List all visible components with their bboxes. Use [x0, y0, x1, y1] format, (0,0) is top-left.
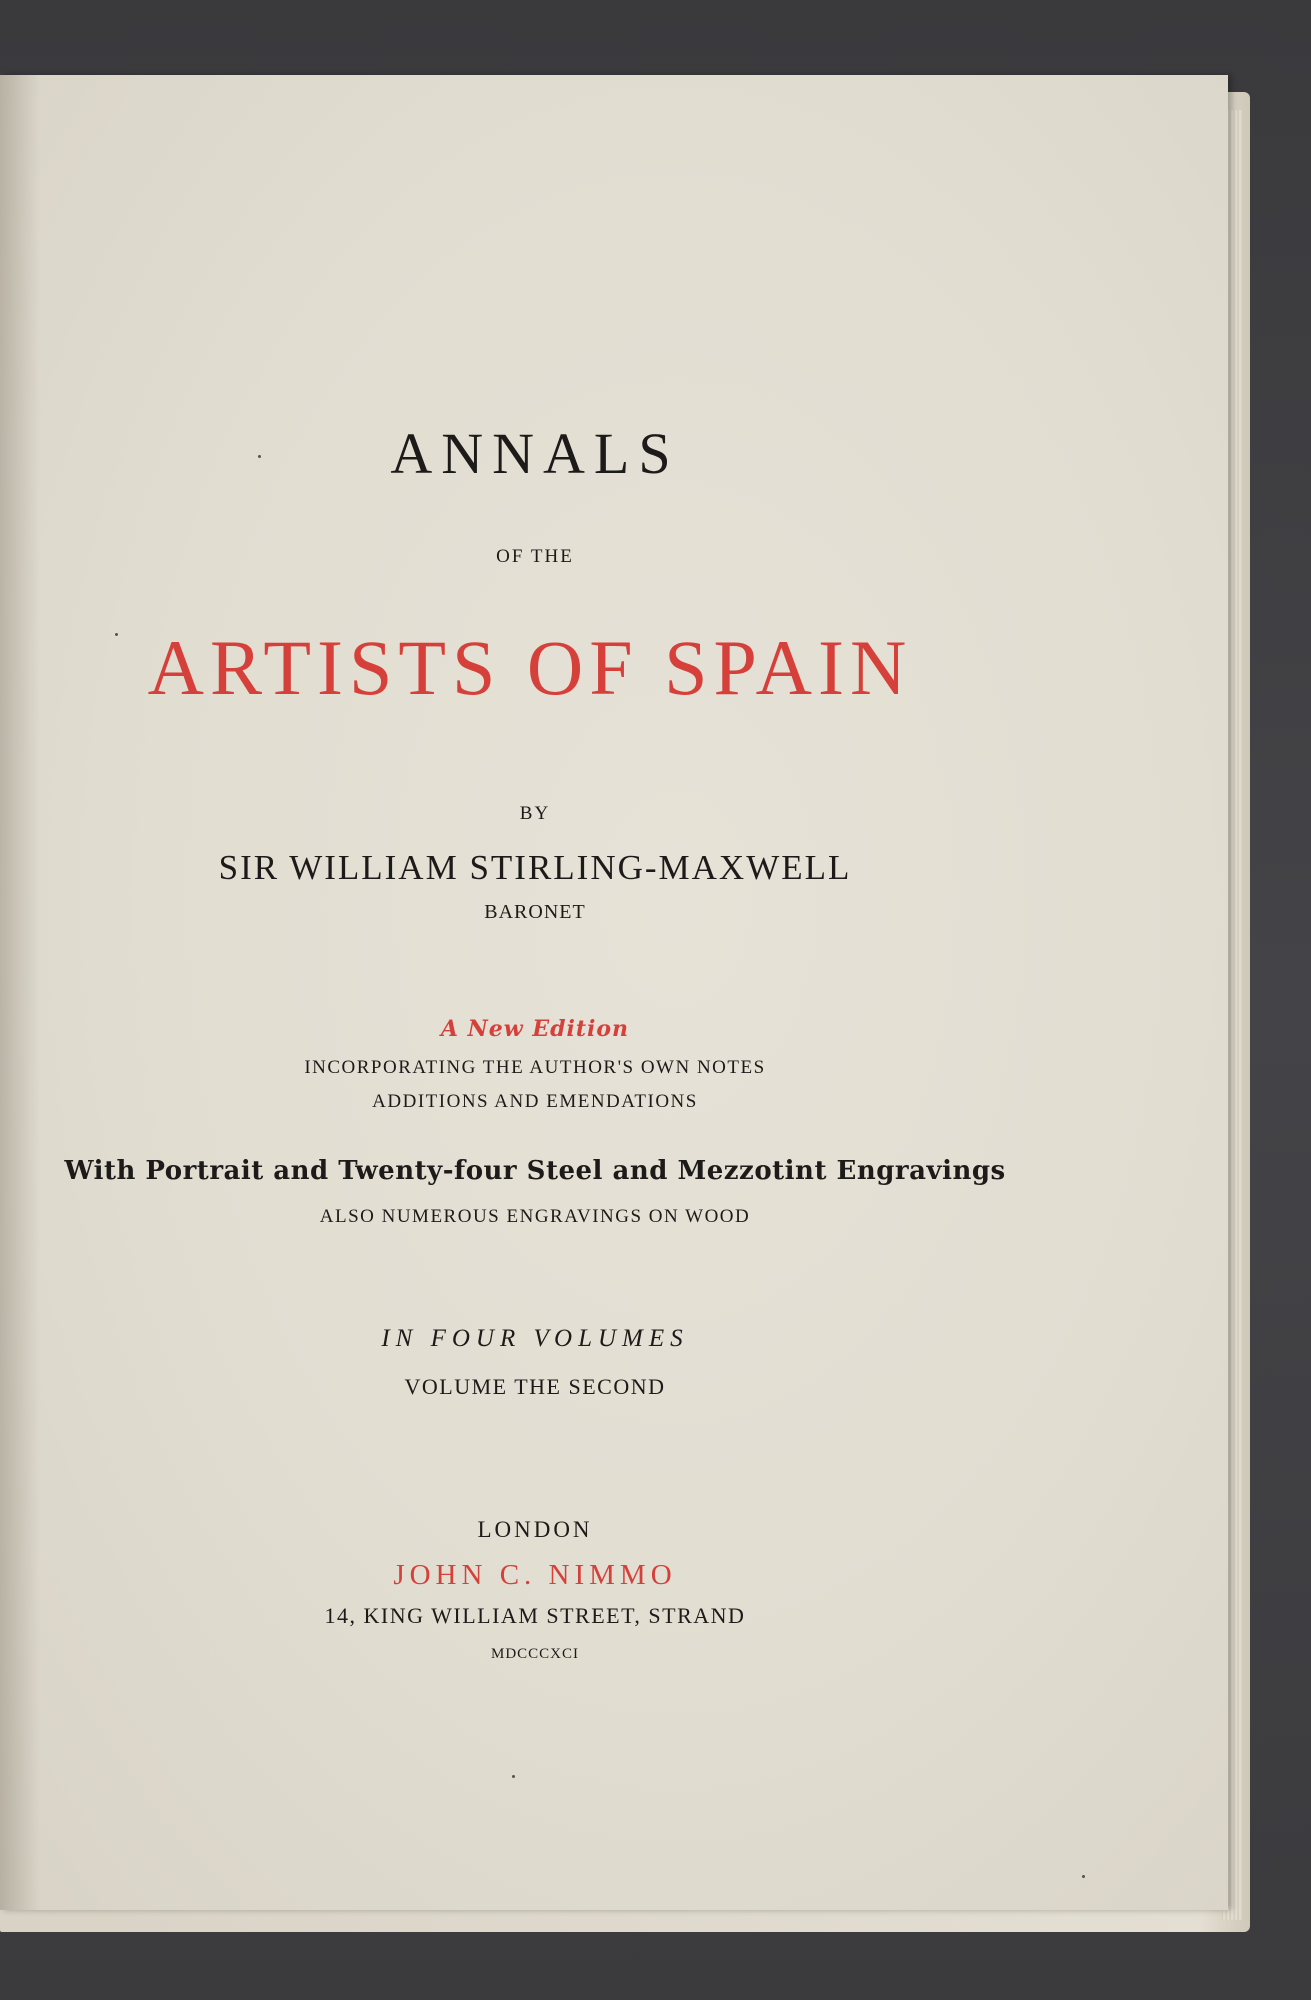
- of-the-line: OF THE: [496, 546, 574, 567]
- author-title: BARONET: [484, 901, 586, 923]
- volumes-count: IN FOUR VOLUMES: [381, 1325, 689, 1352]
- edition-line: A New Edition: [440, 1016, 630, 1042]
- volume-number: VOLUME THE SECOND: [404, 1374, 666, 1399]
- series-title: ANNALS: [390, 421, 680, 486]
- illustrations-line: With Portrait and Twenty-four Steel and Mezzotint Engravings: [64, 1156, 1006, 1186]
- wood-engravings-line: ALSO NUMEROUS ENGRAVINGS ON WOOD: [319, 1206, 751, 1227]
- paper-speck: [1082, 1875, 1085, 1878]
- author-name: SIR WILLIAM STIRLING-MAXWELL: [218, 848, 852, 887]
- title-page: [0, 75, 1228, 1910]
- gutter-shadow: [0, 75, 40, 1910]
- publication-year: MDCCCXCI: [490, 1646, 580, 1662]
- notes-line-1: INCORPORATING THE AUTHOR'S OWN NOTES: [304, 1057, 766, 1078]
- imprint-place: LONDON: [477, 1517, 593, 1542]
- main-title: ARTISTS OF SPAIN: [147, 624, 913, 711]
- publisher-address: 14, KING WILLIAM STREET, STRAND: [324, 1603, 746, 1628]
- paper-speck: [512, 1775, 515, 1778]
- publisher-name: JOHN C. NIMMO: [393, 1559, 677, 1591]
- paper-speck: [258, 455, 261, 458]
- paper-speck: [115, 633, 118, 636]
- notes-line-2: ADDITIONS AND EMENDATIONS: [372, 1091, 698, 1112]
- by-line: BY: [519, 803, 551, 824]
